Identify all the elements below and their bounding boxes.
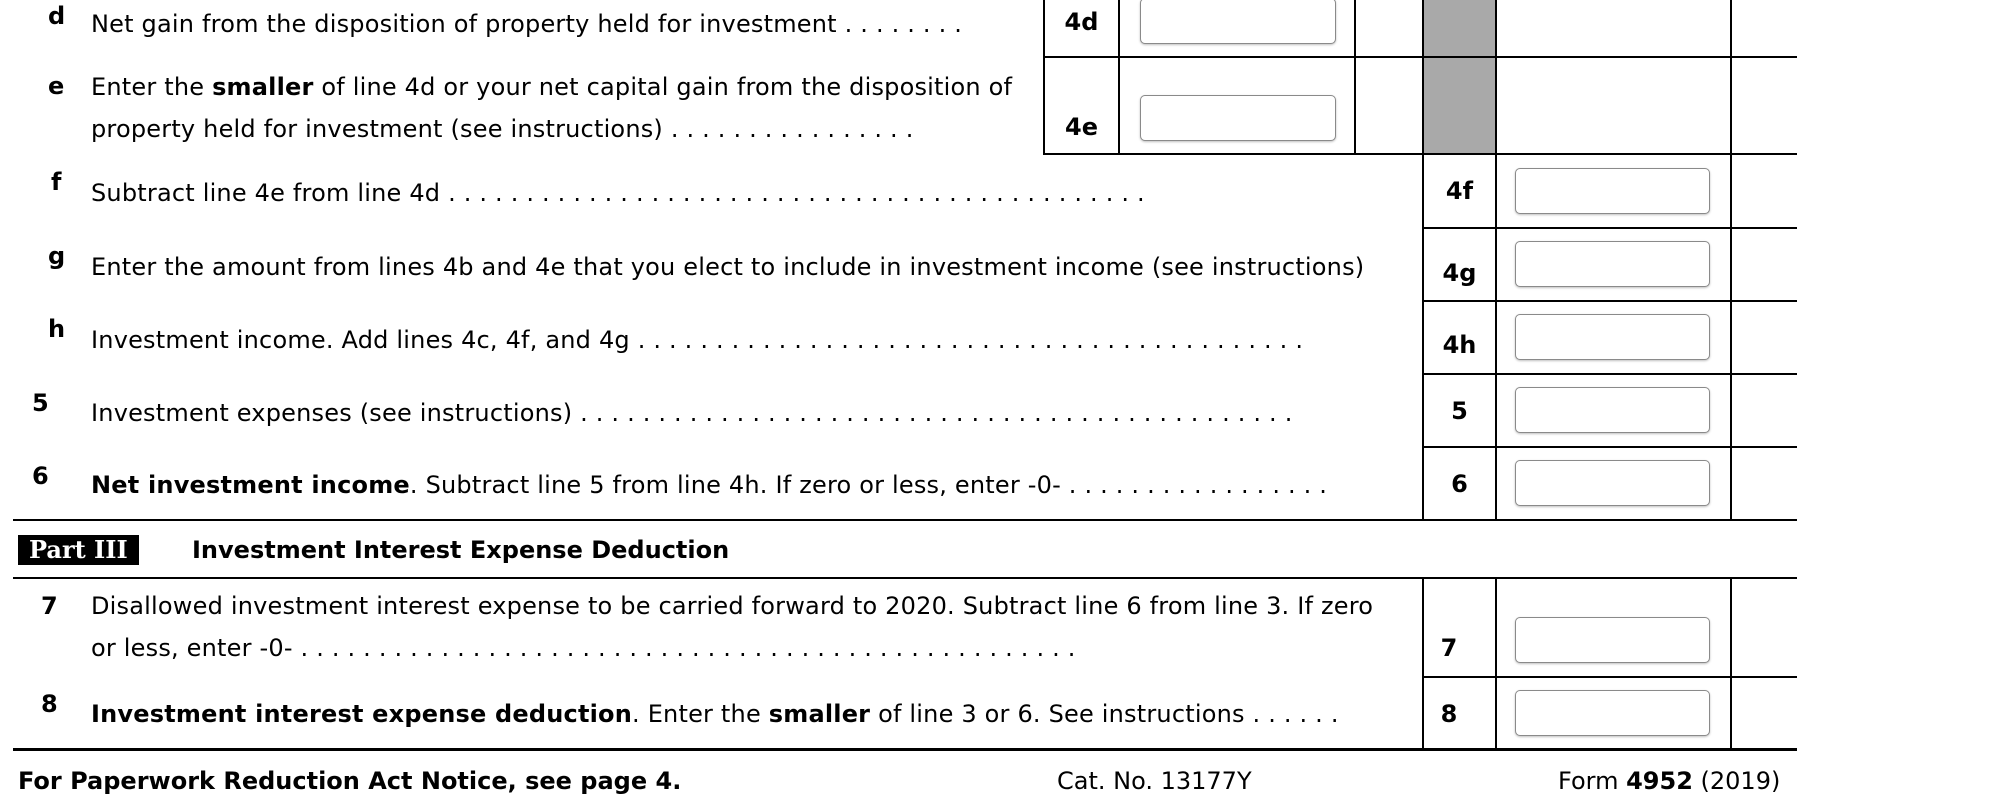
line-7-text-2: [91, 634, 1076, 662]
line-7-input[interactable]: [1515, 617, 1710, 663]
line-letter: d: [48, 2, 66, 30]
line-label-4d: 4d: [1064, 8, 1099, 36]
leader-dots: . . . . . . . . . . . . . . . . . . . . . . . . . . . . . . . . . . . . . . . . . . . . . . . . . .: [292, 634, 1076, 662]
col-rule: [1495, 577, 1497, 749]
form-id-prefix: Form: [1558, 767, 1627, 795]
line-4d-input[interactable]: [1140, 0, 1336, 44]
leader-dots: . . . . . . . . . . . . . . . . . . . . . . . . . . . . . . . . . . . . . . . . . . . . . .: [572, 399, 1293, 427]
form-id: [1558, 767, 1780, 795]
line-4f-desc: Subtract line 4e from line 4d: [91, 179, 441, 207]
line-label-7: 7: [1440, 634, 1458, 662]
section-rule: [13, 577, 1797, 579]
row-rule: [1423, 446, 1797, 448]
leader-dots: . . . . . .: [1244, 700, 1339, 728]
line-8-desc-b: of line 3 or 6. See instructions: [870, 700, 1245, 728]
line-number: 6: [32, 462, 49, 490]
form-number: 4952: [1626, 767, 1693, 795]
row-rule: [1423, 373, 1797, 375]
line-4h-text: [91, 326, 1303, 354]
line-4d-text: [91, 10, 962, 38]
part-iii-title: Investment Interest Expense Deduction: [192, 536, 730, 564]
line-8-desc-a: . Enter the: [632, 700, 769, 728]
catalog-number: Cat. No. 13177Y: [1057, 767, 1252, 795]
line-6-desc: . Subtract line 5 from line 4h. If zero or less, enter -0-: [409, 471, 1061, 499]
line-7-text-1: Disallowed investment interest expense to be carried forward to 2020. Subtract line 6 from line 3. If zero: [91, 592, 1374, 620]
line-number: 5: [32, 389, 49, 417]
line-label-5: 5: [1451, 397, 1468, 425]
line-8-text: [91, 700, 1339, 728]
row-rule: [1423, 227, 1797, 229]
line-4e-text-1: [91, 73, 1012, 101]
row-rule: [1043, 56, 1797, 58]
row-rule: [1043, 153, 1797, 155]
leader-dots: . . . . . . . . . . . . . . . . .: [1060, 471, 1328, 499]
line-label-4h: 4h: [1442, 331, 1477, 359]
part-iii-tag: Part III: [18, 535, 139, 565]
col-rule: [1495, 0, 1497, 521]
row-rule: [1423, 676, 1797, 678]
line-4f-text: [91, 179, 1145, 207]
leader-dots: . . . . . . . . . . . . . . . . . . . . . . . . . . . . . . . . . . . . . . . . . . . . .: [440, 179, 1145, 207]
col-rule: [1118, 0, 1120, 155]
line-4e-text-2: [91, 115, 914, 143]
row-rule: [1423, 300, 1797, 302]
line-label-4g: 4g: [1442, 259, 1477, 287]
leader-dots: . . . . . . . .: [836, 10, 963, 38]
line-number: 8: [41, 690, 58, 718]
line-4e-desc-c: property held for investment (see instructions): [91, 115, 663, 143]
line-4h-desc: Investment income. Add lines 4c, 4f, and 4g: [91, 326, 630, 354]
line-4e-desc-b: of line 4d or your net capital gain from the disposition of: [313, 73, 1013, 101]
col-rule: [1354, 0, 1356, 155]
line-4e-bold: smaller: [212, 73, 314, 101]
shaded-cell: [1423, 0, 1496, 153]
form-year: (2019): [1692, 767, 1781, 795]
line-letter: e: [48, 72, 65, 100]
line-4g-text: Enter the amount from lines 4b and 4e that you elect to include in investment income (see instructions): [91, 253, 1365, 281]
line-4f-input[interactable]: [1515, 168, 1710, 214]
line-label-4e: 4e: [1065, 113, 1098, 141]
line-letter: f: [51, 168, 62, 196]
line-label-4f: 4f: [1445, 177, 1474, 205]
line-8-input[interactable]: [1515, 690, 1710, 736]
line-letter: h: [48, 315, 66, 343]
line-4d-desc: Net gain from the disposition of property held for investment: [91, 10, 837, 38]
line-4e-desc-a: Enter the: [91, 73, 213, 101]
line-8-bold-a: Investment interest expense deduction: [91, 700, 633, 728]
line-label-6: 6: [1451, 470, 1468, 498]
section-rule: [13, 519, 1797, 521]
line-6-input[interactable]: [1515, 460, 1710, 506]
footer-rule: [13, 748, 1797, 751]
line-4g-input[interactable]: [1515, 241, 1710, 287]
paperwork-notice: For Paperwork Reduction Act Notice, see page 4.: [18, 767, 682, 795]
line-5-text: [91, 399, 1293, 427]
line-7-desc: or less, enter -0-: [91, 634, 293, 662]
col-rule: [1730, 0, 1732, 521]
line-8-bold-b: smaller: [768, 700, 871, 728]
line-label-8: 8: [1440, 700, 1458, 728]
line-6-bold: Net investment income: [91, 471, 410, 499]
leader-dots: . . . . . . . . . . . . . . . .: [663, 115, 914, 143]
line-5-input[interactable]: [1515, 387, 1710, 433]
line-4e-input[interactable]: [1140, 95, 1336, 141]
line-5-desc: Investment expenses (see instructions): [91, 399, 573, 427]
line-number: 7: [41, 592, 58, 620]
line-letter: g: [48, 242, 66, 270]
leader-dots: . . . . . . . . . . . . . . . . . . . . . . . . . . . . . . . . . . . . . . . . . . .: [629, 326, 1304, 354]
col-rule: [1730, 577, 1732, 749]
line-6-text: [91, 471, 1327, 499]
line-4h-input[interactable]: [1515, 314, 1710, 360]
